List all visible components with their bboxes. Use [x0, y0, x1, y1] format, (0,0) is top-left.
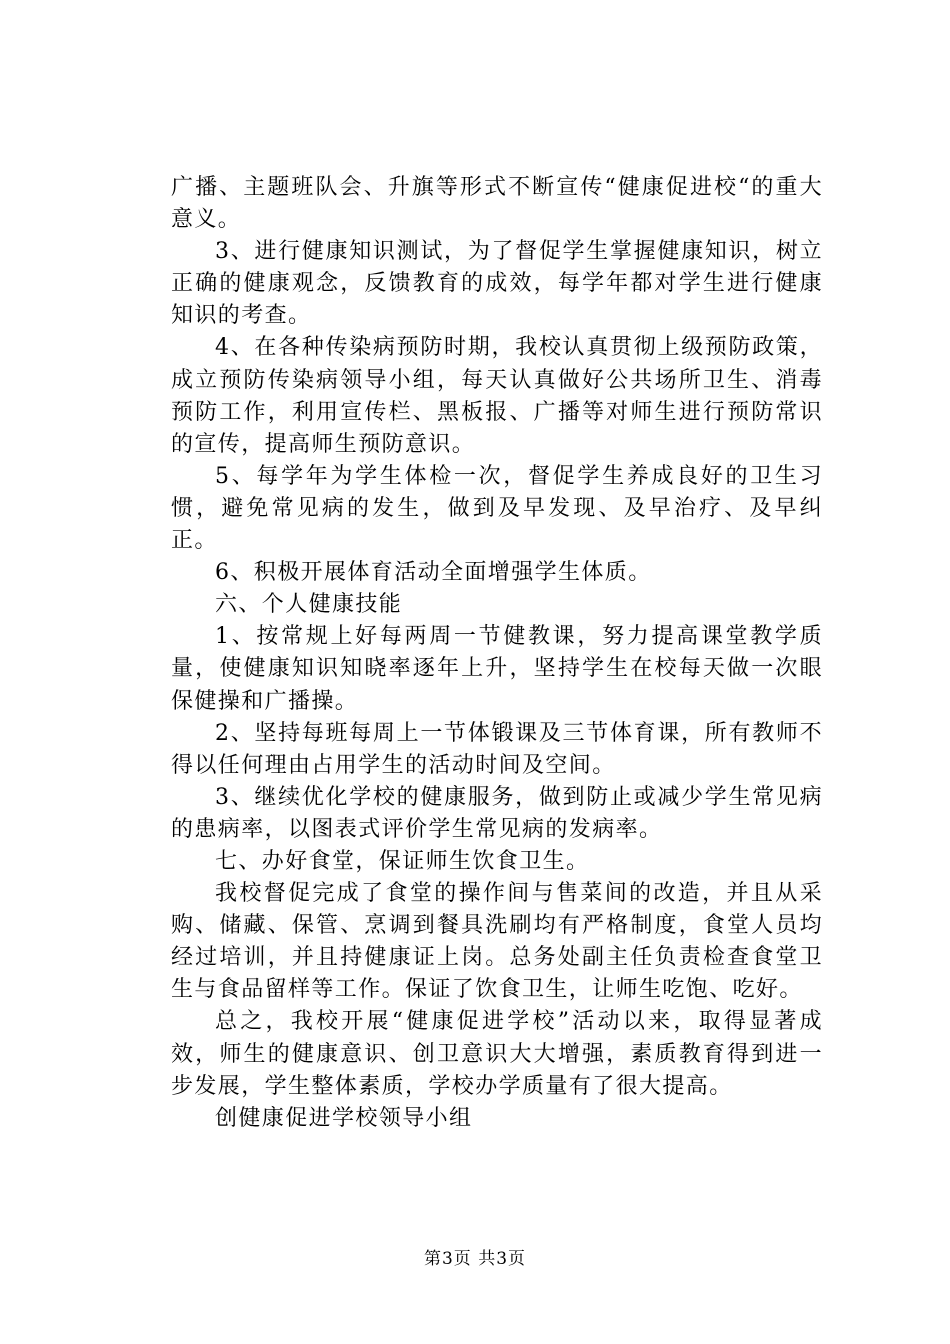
section-heading-6: 六、个人健康技能 [215, 592, 403, 618]
paragraph-canteen: 我校督促完成了食堂的操作间与售菜间的改造，并且从采购、储藏、保管、烹调到餐具洗刷均有严格制度，食堂人员均经过培训，并且持健康证上岗。总务处副主任负责检查食堂卫生与食品留样等工作。保证了饮食卫生，让师生吃饱、吃好。 [171, 881, 823, 1003]
page-number: 第3页 共3页 [423, 1249, 527, 1269]
paragraph-skill-1: 1、按常规上好每两周一节健教课，努力提高课堂教学质量，使健康知识知晓率逐年上升，坚持学生在校每天做一次眼保健操和广播操。 [171, 624, 823, 714]
paragraph-skill-3: 3、继续优化学校的健康服务，做到防止或减少学生常见病的患病率，以图表式评价学生常见病的发病率。 [171, 784, 823, 842]
section-heading-7: 七、办好食堂，保证师生饮食卫生。 [215, 848, 590, 874]
paragraph-summary: 总之，我校开展“健康促进学校”活动以来，取得显著成效，师生的健康意识、创卫意识大大增强，素质教育得到进一步发展，学生整体素质，学校办学质量有了很大提高。 [171, 1009, 823, 1099]
paragraph-item-4: 4、在各种传染病预防时期，我校认真贯彻上级预防政策，成立预防传染病领导小组，每天认真做好公共场所卫生、消毒预防工作，利用宣传栏、黑板报、广播等对师生进行预防常识的宣传，提高师生预防意识。 [171, 335, 823, 457]
paragraph-item-6: 6、积极开展体育活动全面增强学生体质。 [215, 560, 652, 586]
paragraph-item-3: 3、进行健康知识测试，为了督促学生掌握健康知识，树立正确的健康观念，反馈教育的成效，每学年都对学生进行健康知识的考查。 [171, 239, 823, 329]
signature-line: 创健康促进学校领导小组 [215, 1105, 473, 1131]
paragraph-skill-2: 2、坚持每班每周上一节体锻课及三节体育课，所有教师不得以任何理由占用学生的活动时间及空间。 [171, 720, 823, 778]
paragraph-continuation: 广播、主题班队会、升旗等形式不断宣传“健康促进校“的重大意义。 [171, 175, 823, 233]
paragraph-item-5: 5、每学年为学生体检一次，督促学生养成良好的卫生习惯，避免常见病的发生，做到及早发现、及早治疗、及早纠正。 [171, 463, 823, 554]
document-body [171, 172, 823, 1135]
